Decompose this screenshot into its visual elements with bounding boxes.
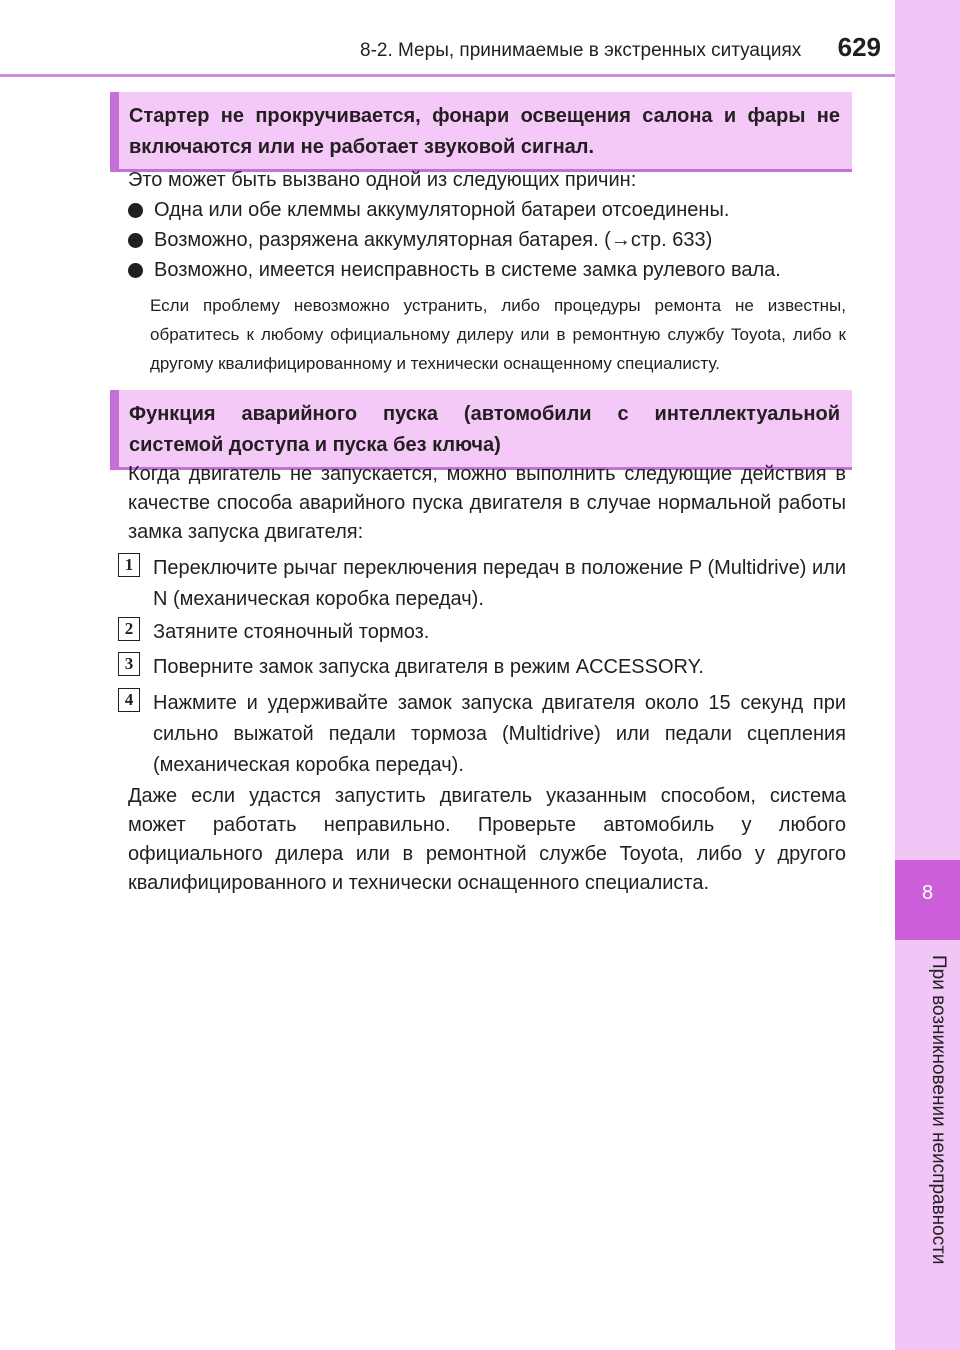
bullet-icon [128, 263, 143, 278]
step-text: Затяните стояночный тормоз. [153, 621, 430, 643]
header-title: 8-2. Меры, принимаемые в экстренных ситуациях [360, 40, 802, 61]
step-text: Поверните замок запуска двигателя в режим ACCESSORY. [153, 656, 704, 678]
step-number: 2 [118, 617, 140, 641]
step-number: 3 [118, 652, 140, 676]
section1-intro: Это может быть вызвано одной из следующих причин: [128, 169, 637, 191]
page-header [0, 0, 895, 80]
step-text: Нажмите и удерживайте замок запуска двигателя около 15 секунд при сильно выжатой педали тормоза (Multidrive) или педали сцепления (механическая коробка передач). [153, 692, 846, 776]
bullet-icon [128, 203, 143, 218]
section-heading-line: включаются или не работает звуковой сигнал. [129, 136, 595, 158]
list-item-text: Возможно, разряжена аккумуляторная батарея. (→стр. 633) [154, 229, 713, 251]
page-number: 629 [837, 32, 881, 62]
section-heading-line: Функция аварийного пуска (автомобили с интеллектуальной [129, 403, 840, 425]
step-text: Переключите рычаг переключения передач в положение P (Multidrive) или N (механическая коробка передач). [153, 557, 846, 610]
section-heading-line: Стартер не прокручивается, фонари освещения салона и фары не [129, 105, 840, 127]
header-divider [0, 74, 895, 77]
chapter-number: 8 [921, 882, 934, 904]
chapter-title: При возникновении неисправности [928, 955, 949, 1265]
section-heading-starter [110, 92, 852, 172]
list-item-text: Одна или обе клеммы аккумуляторной батареи отсоединены. [154, 199, 730, 221]
section-heading-line: системой доступа и пуска без ключа) [129, 434, 501, 456]
step-number: 1 [118, 553, 140, 577]
step-number: 4 [118, 688, 140, 712]
chapter-tab [895, 0, 960, 1350]
section-heading-emergency-start [110, 390, 852, 470]
section2-intro: Когда двигатель не запускается, можно выполнить следующие действия в качестве способа аварийного пуска двигателя в случае нормальной работы замка запуска двигателя: [128, 463, 846, 543]
list-item-text: Возможно, имеется неисправность в системе замка рулевого вала. [154, 259, 781, 281]
section1-note: Если проблему невозможно устранить, либо процедуры ремонта не известны, обратитесь к любому официальному дилеру или в ремонтную службу Toyota, либо к другому квалифицированному и технически оснащенному специалисту. [150, 296, 846, 373]
bullet-icon [128, 233, 143, 248]
section2-closing: Даже если удастся запустить двигатель указанным способом, система может работать неправильно. Проверьте автомобиль у любого официального дилера или в ремонтной службе Toyota, либо у другого квалифицированного и технически оснащенного специалиста. [128, 785, 846, 894]
